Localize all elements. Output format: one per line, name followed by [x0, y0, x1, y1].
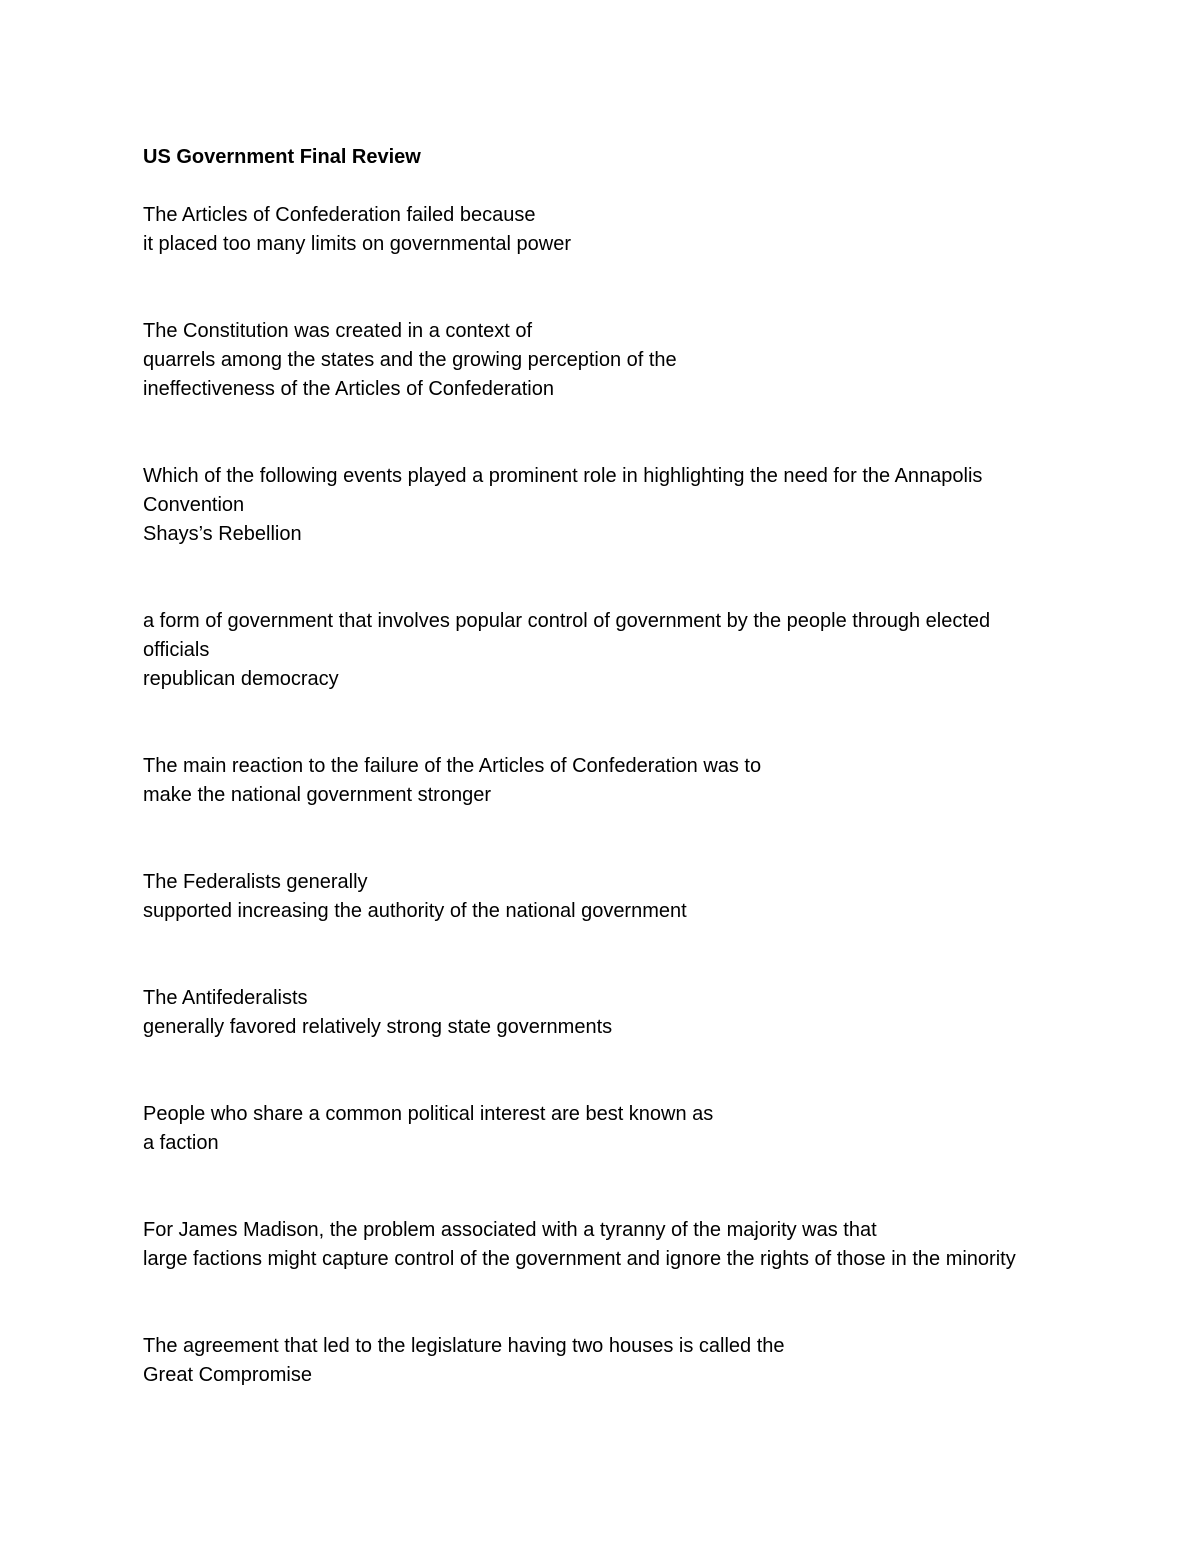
qa-item [143, 1332, 1043, 1390]
qa-item [143, 984, 1043, 1042]
qa-item [143, 317, 743, 404]
answer-text: Great Compromise [143, 1364, 312, 1386]
qa-item [143, 201, 1043, 259]
answer-text: it placed too many limits on governmental power [143, 233, 571, 255]
answer-text: generally favored relatively strong state governments [143, 1016, 613, 1038]
question-text: For James Madison, the problem associated with a tyranny of the majority was that [143, 1219, 877, 1241]
qa-item [143, 752, 1043, 810]
document-title: US Government Final Review [143, 146, 421, 168]
question-text: People who share a common political interest are best known as [143, 1103, 714, 1125]
answer-text: republican democracy [143, 668, 339, 690]
question-text: The Antifederalists [143, 987, 308, 1009]
qa-item [143, 607, 1013, 694]
answer-text: a faction [143, 1132, 219, 1154]
answer-text: quarrels among the states and the growing perception of the ineffectiveness of the Articles of Confederation [143, 349, 677, 400]
qa-item [143, 868, 1043, 926]
document-body [143, 143, 1043, 1390]
qa-item [143, 1216, 1033, 1274]
question-text: The Constitution was created in a context of [143, 320, 533, 342]
question-text: The Federalists generally [143, 871, 368, 893]
question-text: The Articles of Confederation failed because [143, 204, 536, 226]
answer-text: Shays’s Rebellion [143, 523, 302, 545]
question-text: The main reaction to the failure of the Articles of Confederation was to [143, 755, 762, 777]
answer-text: make the national government stronger [143, 784, 491, 806]
qa-item [143, 462, 983, 549]
qa-item [143, 1100, 1043, 1158]
question-text: Which of the following events played a prominent role in highlighting the need for the Annapolis Convention [143, 465, 983, 516]
answer-text: large factions might capture control of the government and ignore the rights of those in the minority [143, 1248, 1016, 1270]
question-text: The agreement that led to the legislature having two houses is called the [143, 1335, 785, 1357]
question-text: a form of government that involves popular control of government by the people through elected officials [143, 610, 991, 661]
answer-text: supported increasing the authority of the national government [143, 900, 687, 922]
